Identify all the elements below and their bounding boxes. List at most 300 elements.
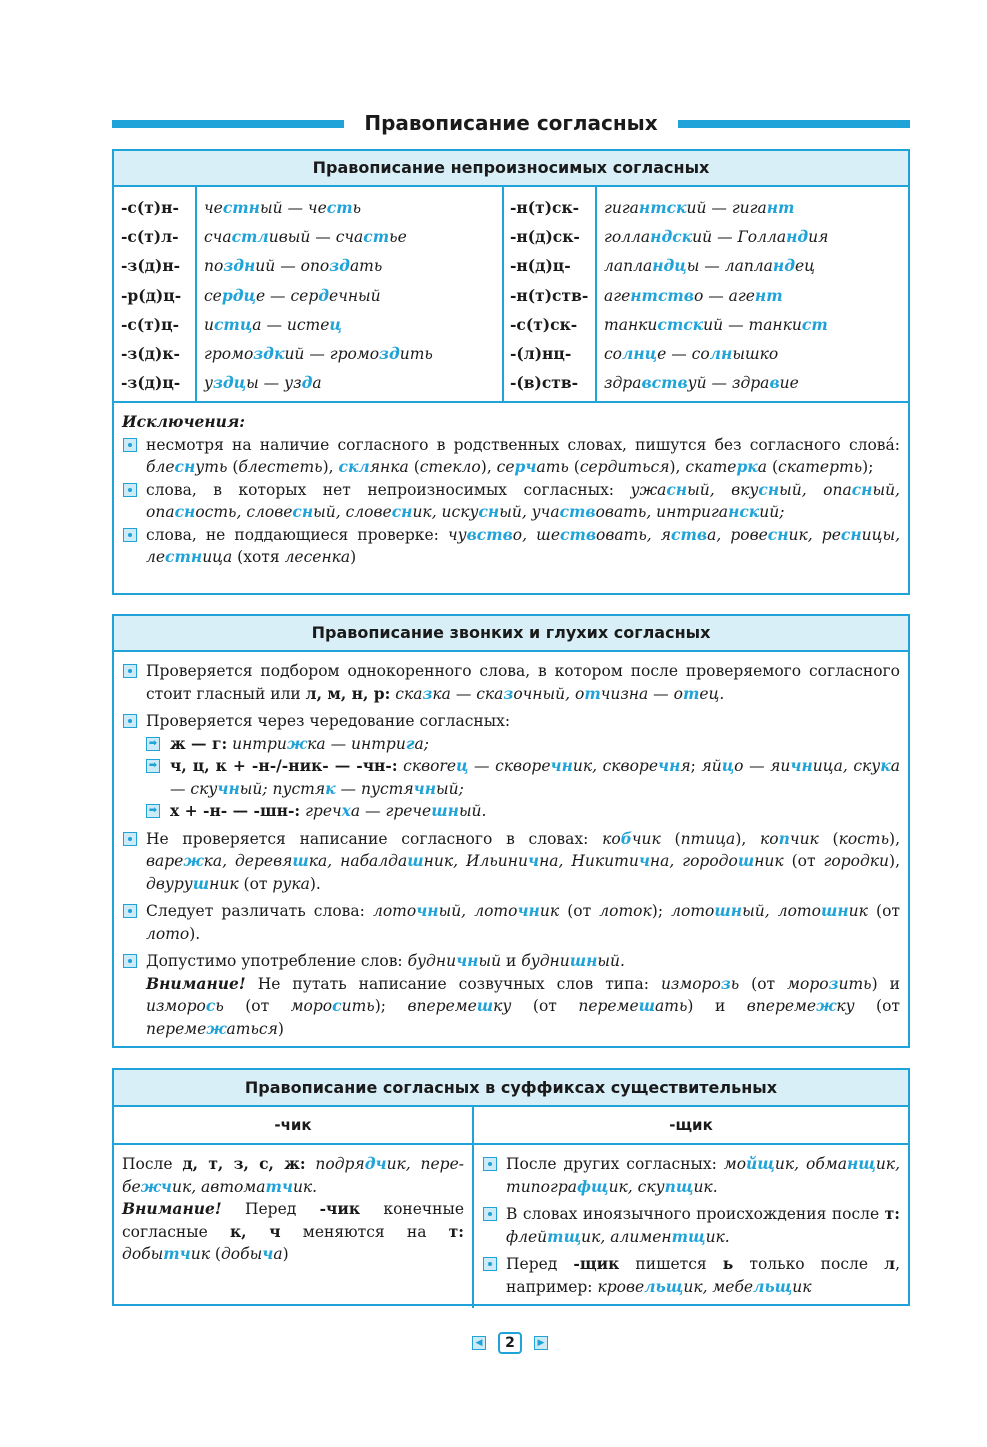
text-fragment: будни	[407, 952, 457, 970]
text-fragment: ица, ску	[812, 757, 881, 775]
sub-item	[146, 755, 900, 800]
highlighted-letters: тч	[265, 1176, 293, 1196]
text-fragment: ик, иску	[412, 503, 479, 521]
text-fragment: Не путать написание созвучных слов типа:	[245, 974, 661, 993]
highlighted-letters: тщ	[671, 1226, 706, 1246]
highlighted-letters: нск	[728, 502, 760, 521]
text-fragment: интри	[232, 734, 287, 753]
col-header-chik: -чик	[274, 1116, 312, 1134]
highlighted-letters: ч	[638, 851, 650, 870]
item-text	[146, 830, 900, 893]
text-fragment: );	[374, 997, 408, 1015]
highlighted-letters: сн	[478, 502, 500, 521]
text-fragment: ж — г:	[170, 733, 228, 753]
highlighted-letters: ж	[816, 996, 837, 1015]
highlighted-letters: йщ	[746, 1154, 775, 1173]
text-fragment: (от	[223, 997, 291, 1015]
text-fragment: ый, вку	[687, 480, 759, 499]
bullet-icon	[123, 438, 137, 452]
text-fragment: ик.	[292, 1177, 318, 1196]
highlighted-letters: лнц	[622, 343, 658, 363]
suffix-cell: -с(т)н-	[121, 198, 179, 217]
suffix-cell: -н(д)ц-	[510, 256, 571, 276]
text-fragment: );	[862, 458, 874, 476]
text-fragment: (	[227, 458, 239, 476]
text-fragment: лото	[671, 902, 715, 920]
highlighted-letters: з	[720, 973, 731, 993]
highlighted-letters: г	[405, 733, 415, 753]
example-cell	[604, 193, 904, 222]
highlighted-letters: рч	[514, 457, 537, 476]
text-fragment: а — исте	[252, 315, 330, 334]
text-fragment: ),	[889, 829, 900, 848]
text-fragment: ч, ц, к + -н-/-ник- — -чн-:	[170, 756, 398, 775]
highlighted-letters: ш	[476, 996, 494, 1015]
text-fragment: л	[884, 1254, 896, 1273]
text-fragment: — скворе	[468, 757, 551, 775]
text-fragment: лесенка	[284, 548, 351, 566]
highlighted-letters: зд	[379, 343, 400, 363]
text-fragment: городки	[823, 852, 890, 870]
text-fragment: птица	[680, 829, 736, 848]
suffix-cell: -н(т)ск-	[510, 198, 580, 217]
text-fragment: ник	[754, 852, 784, 870]
highlighted-letters: сн	[174, 457, 196, 476]
text-fragment: ец.	[699, 684, 725, 703]
warning-note	[122, 1200, 464, 1263]
highlighted-letters: сн	[391, 502, 413, 521]
text-fragment: чик	[631, 829, 661, 848]
text-fragment: ий — гига	[686, 199, 767, 217]
text-fragment: а — грече	[350, 802, 432, 820]
text-fragment: ),	[889, 852, 900, 870]
highlighted-letters: скл	[338, 457, 370, 476]
text-fragment: сча	[204, 228, 232, 247]
text-fragment: уй — здра	[687, 374, 770, 393]
text-fragment: ец	[795, 257, 815, 276]
text-fragment: сквore	[403, 757, 457, 775]
text-fragment: ик	[792, 1277, 812, 1296]
text-fragment: — пустя	[335, 779, 414, 798]
highlighted-letters: з	[503, 683, 514, 703]
text-fragment: (	[767, 458, 779, 476]
highlighted-letters: вств	[641, 373, 688, 393]
highlighted-letters: ж	[183, 851, 204, 870]
text-fragment: ать	[349, 257, 383, 276]
highlighted-letters: вств	[466, 524, 513, 544]
text-fragment: впереме	[746, 997, 817, 1015]
highlighted-letters: сн	[292, 502, 314, 521]
chik-rules	[122, 1153, 464, 1266]
text-fragment: ;	[690, 757, 702, 775]
suffix-column-right	[510, 193, 594, 397]
suffix-cell: -с(т)ц-	[121, 314, 180, 334]
highlighted-letters: сн	[174, 502, 196, 521]
highlighted-letters: чн	[517, 901, 540, 920]
text-fragment: ка — ска	[432, 684, 504, 703]
highlighted-letters: жч	[140, 1176, 172, 1196]
text-fragment: (от	[854, 997, 900, 1015]
prev-page-icon[interactable]: ◀	[472, 1336, 486, 1350]
text-fragment: )	[350, 548, 357, 566]
text-fragment: ик.	[705, 1227, 730, 1246]
divider	[195, 187, 197, 401]
text-fragment: ик, скворе	[572, 757, 659, 775]
text-fragment: Проверяется подбором однокоренного слова, в котором после проверяемого согласного стоит гласный или	[146, 662, 900, 703]
text-fragment: ица	[202, 548, 233, 566]
text-fragment: д, т, з, с, ж:	[182, 1154, 306, 1173]
suffix-cell: -с(т)ск-	[510, 314, 578, 334]
text-fragment: стекло	[419, 458, 481, 476]
highlighted-letters: ч	[262, 1244, 274, 1263]
text-fragment: ик, типогра	[506, 1155, 900, 1196]
text-fragment: ик, ску	[608, 1177, 665, 1196]
example-cell	[604, 368, 904, 397]
highlighted-letters: фщ	[577, 1176, 609, 1196]
text-fragment: ко	[760, 829, 779, 848]
highlighted-letters: ш	[737, 851, 755, 870]
text-fragment: изморо	[660, 974, 721, 993]
example-column-right	[604, 193, 904, 397]
text-fragment: аге	[604, 286, 631, 305]
highlighted-letters: рдц	[221, 285, 256, 305]
highlighted-letters: ж	[206, 1018, 227, 1038]
text-fragment: гига	[604, 199, 639, 217]
text-fragment: , например:	[506, 1255, 901, 1296]
text-fragment: флей	[506, 1227, 548, 1246]
highlighted-letters: нд	[772, 256, 795, 276]
highlighted-letters: ств	[559, 502, 596, 521]
text-fragment: се	[204, 286, 222, 305]
text-fragment: се	[496, 458, 515, 476]
text-fragment: Перед	[506, 1255, 574, 1273]
text-fragment: (	[568, 458, 580, 476]
text-fragment: ик, автома	[171, 1177, 266, 1196]
main-title-row	[112, 108, 910, 140]
highlighted-letters: сн	[840, 524, 862, 544]
text-fragment: ы — уз	[246, 374, 302, 393]
suffix-consonants-section	[112, 1068, 910, 1306]
section-title: Правописание согласных в суффиксах существительных	[114, 1070, 908, 1107]
highlighted-letters: стц	[213, 314, 253, 334]
text-fragment: скатерть	[778, 458, 863, 476]
exceptions-title: Исключения:	[122, 412, 246, 431]
highlighted-letters: стск	[657, 314, 704, 334]
text-fragment: ик, мебе	[683, 1277, 754, 1296]
text-fragment: ик.	[693, 1177, 718, 1196]
text-fragment: янка	[369, 458, 409, 476]
text-fragment: ый, опа	[779, 480, 852, 499]
highlighted-letters: нд	[786, 227, 809, 247]
list-item	[122, 900, 900, 945]
highlighted-letters: сн	[851, 479, 873, 499]
text-fragment: ый, лото	[742, 902, 821, 920]
column-headers	[114, 1107, 908, 1145]
exception-item	[122, 434, 900, 479]
highlighted-letters: льщ	[644, 1276, 684, 1296]
text-fragment	[306, 1155, 316, 1173]
text-fragment: изморо	[146, 997, 206, 1015]
warning-note	[146, 975, 900, 1038]
exceptions-block	[114, 403, 908, 569]
text-fragment: и	[204, 315, 214, 334]
highlighted-letters: ш	[292, 851, 309, 870]
exception-item	[122, 479, 900, 524]
text-fragment: (	[660, 829, 681, 848]
text-fragment: ик, ре	[788, 525, 841, 544]
text-fragment: ать	[536, 458, 569, 476]
highlighted-letters: здн	[223, 256, 256, 276]
rule-text	[122, 1155, 464, 1196]
text-fragment: у	[204, 374, 213, 393]
highlighted-letters: з	[422, 683, 433, 703]
bullet-icon	[123, 954, 137, 968]
highlighted-letters: сн	[666, 479, 688, 499]
highlighted-letters: з	[828, 973, 839, 993]
highlighted-letters: к	[880, 756, 891, 775]
highlighted-letters: чн	[413, 778, 436, 798]
rule-item	[482, 1153, 900, 1198]
text-fragment: е — сер	[255, 286, 319, 305]
section-title: Правописание непроизносимых согласных	[114, 151, 908, 187]
item-text	[146, 952, 625, 970]
text-fragment: ),	[480, 458, 497, 476]
text-fragment: по	[204, 257, 224, 276]
text-fragment: ый;	[436, 779, 464, 798]
suffix-column-left	[121, 193, 193, 397]
highlighted-letters: ндц	[652, 256, 687, 276]
text-fragment: мо	[723, 1155, 747, 1173]
text-fragment: а;	[414, 734, 429, 753]
highlighted-letters: нт	[766, 198, 795, 217]
highlighted-letters: чн	[217, 778, 240, 798]
highlighted-letters: чн	[550, 756, 573, 775]
text-fragment: ать	[655, 997, 688, 1015]
suffix-cell: -з(д)ц-	[121, 373, 181, 393]
text-fragment: греч	[305, 802, 342, 820]
text-fragment: овать, интрига	[595, 503, 729, 521]
text-fragment: ый, лото	[438, 902, 518, 920]
text-fragment: и	[501, 952, 522, 970]
text-fragment: ия	[808, 228, 829, 247]
text-fragment: л, м, н, р:	[305, 683, 391, 703]
text-fragment: чу	[447, 525, 467, 544]
text-fragment: Допустимо употребление слов:	[146, 952, 408, 970]
example-cell	[204, 310, 498, 339]
highlighted-letters: п	[778, 828, 790, 848]
text-fragment: к, ч	[229, 1221, 281, 1241]
highlighted-letters: х	[341, 801, 351, 820]
section-body	[114, 652, 908, 1040]
text-fragment: со	[604, 344, 623, 363]
text-fragment: лото	[372, 902, 417, 920]
text-fragment: (от	[238, 874, 273, 893]
text-fragment: ить	[399, 344, 433, 363]
text-fragment: (	[818, 829, 839, 848]
example-cell	[604, 281, 904, 310]
text-fragment: моро	[787, 974, 829, 993]
next-page-icon[interactable]: ▶	[534, 1336, 548, 1350]
text-fragment: лоток	[599, 902, 652, 920]
highlighted-letters: чн	[456, 951, 479, 970]
example-cell	[604, 310, 904, 339]
suffix-body	[114, 1145, 908, 1308]
text-fragment: (хотя	[232, 548, 285, 566]
highlighted-letters: чн	[790, 756, 813, 775]
text-fragment: ивый — сча	[268, 228, 364, 247]
text-fragment: Внимание!	[146, 973, 246, 993]
text-fragment: ).	[189, 924, 201, 943]
highlighted-letters: шн	[431, 801, 459, 820]
highlighted-letters: рк	[736, 457, 758, 476]
text-fragment: аться	[226, 1019, 278, 1038]
text-fragment: ий — танки	[703, 315, 802, 334]
text-fragment: -чик	[319, 1199, 361, 1218]
highlighted-letters: чн	[658, 756, 681, 775]
bullet-icon	[483, 1157, 497, 1171]
text-fragment: ку	[493, 997, 512, 1015]
suffix-cell: -з(д)к-	[121, 343, 180, 363]
text-fragment: е — со	[657, 344, 710, 363]
text-fragment: (от	[783, 852, 824, 870]
sub-list	[122, 733, 900, 823]
text-fragment: уть	[195, 458, 228, 476]
highlighted-letters: ц	[721, 756, 735, 775]
example-cell	[604, 222, 904, 251]
highlighted-letters: ц	[329, 314, 342, 334]
suffix-cell: -(л)нц-	[510, 343, 572, 363]
bullet-icon	[123, 714, 137, 728]
text-fragment: ик, обма	[774, 1155, 847, 1173]
highlighted-letters: ндск	[650, 227, 693, 247]
item-text	[146, 902, 900, 943]
text-fragment: ).	[309, 874, 321, 893]
highlighted-letters: нщ	[846, 1154, 876, 1173]
text-fragment: чик	[789, 829, 819, 848]
highlighted-letters: чн	[416, 901, 439, 920]
text-fragment: а — ску	[170, 757, 900, 798]
text-fragment: ик, алимен	[581, 1227, 672, 1246]
suffix-cell: -н(т)ств-	[510, 285, 589, 305]
text-fragment: несмотря на наличие согласного в родственных словах, пишутся без согласного слова́:	[146, 435, 900, 454]
highlighted-letters: нтств	[630, 285, 694, 305]
text-fragment: ник, Ильини	[423, 852, 528, 870]
highlighted-letters: ш	[192, 873, 210, 893]
text-fragment: а	[312, 374, 322, 393]
text-fragment: громо	[204, 344, 254, 363]
text-fragment: После	[122, 1155, 183, 1173]
text-fragment: ый.	[458, 802, 487, 820]
example-column-left	[204, 193, 498, 397]
voiced-voiceless-section	[112, 614, 910, 1048]
text-fragment: ость, слове	[195, 503, 293, 521]
text-fragment: конечные согласные	[122, 1200, 465, 1241]
highlighted-letters: нт	[754, 285, 783, 305]
text-fragment: ь	[722, 1254, 734, 1273]
text-fragment: будни	[521, 952, 570, 970]
rule-item	[482, 1203, 900, 1248]
arrow-icon: ➡	[146, 804, 160, 818]
highlighted-letters: к	[325, 778, 336, 798]
bullet-icon	[483, 1207, 497, 1221]
highlighted-letters: ст	[326, 198, 353, 217]
unpronounceable-consonants-section	[112, 149, 910, 595]
highlighted-letters: б	[620, 828, 632, 848]
text-fragment: ый	[478, 952, 502, 970]
list-item	[122, 828, 900, 896]
highlighted-letters: тч	[163, 1244, 191, 1263]
text-fragment: )	[282, 1245, 289, 1263]
text-fragment: ий — громо	[284, 344, 380, 363]
text-fragment: ь	[215, 997, 224, 1015]
text-fragment: ь	[352, 199, 362, 217]
highlighted-letters: ств	[560, 524, 597, 544]
highlighted-letters: тщ	[547, 1226, 582, 1246]
text-fragment: танки	[604, 315, 658, 334]
highlighted-letters: в	[769, 373, 780, 393]
highlighted-letters: шн	[714, 901, 743, 920]
exceptions-list	[122, 434, 900, 569]
text-fragment: я	[680, 757, 691, 775]
text-fragment: ий — Голла	[692, 228, 787, 247]
highlighted-letters: здк	[253, 343, 285, 363]
highlighted-letters: здц	[213, 373, 247, 393]
highlighted-letters: д	[301, 373, 313, 393]
text-fragment: чизна — о	[600, 684, 683, 703]
text-fragment: на, городо	[649, 852, 738, 870]
text-fragment: ) и	[871, 974, 900, 993]
text-fragment: скате	[685, 458, 737, 476]
text-fragment: рука	[272, 874, 310, 893]
example-cell	[204, 251, 498, 280]
list-item	[122, 660, 900, 705]
highlighted-letters: ж	[286, 733, 308, 753]
consonant-table	[114, 187, 908, 403]
text-fragment: (	[408, 458, 420, 476]
text-fragment: ик	[539, 902, 560, 920]
highlighted-letters: дч	[364, 1154, 387, 1173]
highlighted-letters: д	[318, 285, 330, 305]
text-fragment: ) и	[687, 997, 747, 1015]
text-fragment: блестеть	[238, 458, 323, 476]
text-fragment: ый, слове	[313, 503, 392, 521]
page-number: 2	[498, 1332, 522, 1354]
text-fragment: переме	[578, 997, 639, 1015]
text-fragment: меняются на	[280, 1222, 449, 1241]
text-fragment: о — аге	[693, 286, 755, 305]
text-fragment: ),	[322, 458, 339, 476]
text-fragment: бле	[146, 458, 175, 476]
pagination	[470, 1332, 550, 1356]
bullet-icon	[123, 664, 137, 678]
highlighted-letters: т	[584, 683, 601, 703]
text-fragment: ко	[602, 829, 621, 848]
text-fragment: т:	[448, 1221, 464, 1241]
text-fragment: а, рове	[707, 525, 768, 544]
text-fragment: варе	[146, 852, 184, 870]
bullet-icon	[123, 483, 137, 497]
text-fragment: Внимание!	[122, 1199, 222, 1218]
text-fragment: впереме	[407, 997, 477, 1015]
text-fragment: переме	[146, 1019, 207, 1038]
text-fragment: о, ше	[512, 525, 560, 544]
text-fragment: ий — опо	[255, 257, 330, 276]
divider	[502, 187, 504, 401]
text-fragment: че	[204, 199, 223, 217]
example-cell	[204, 339, 498, 368]
text-fragment: на, Никити	[539, 852, 639, 870]
example-cell	[604, 339, 904, 368]
